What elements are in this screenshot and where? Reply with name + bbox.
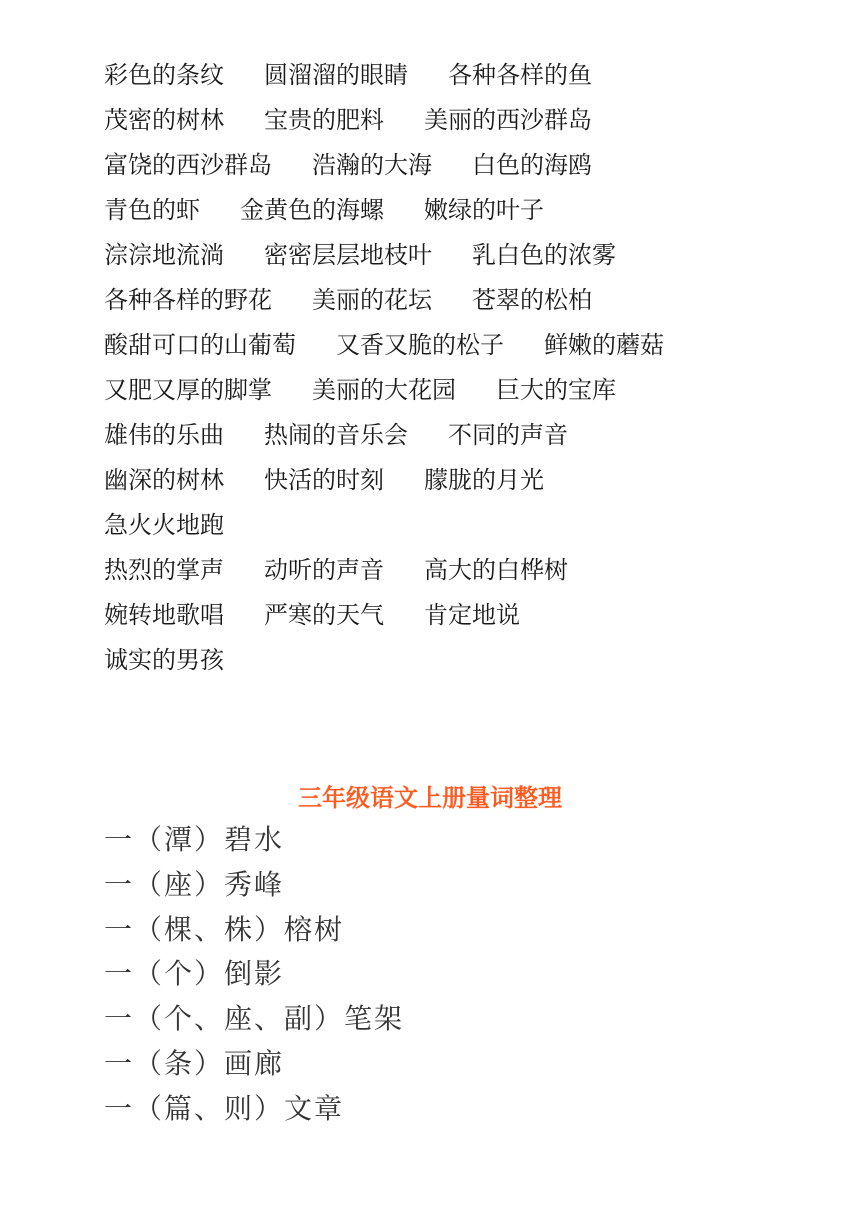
phrase-item: 诚实的男孩 [104, 646, 224, 674]
phrase-item: 严寒的天气 [264, 601, 384, 629]
phrase-row [104, 593, 804, 638]
phrase-item: 巨大的宝库 [496, 376, 616, 404]
phrase-item: 婉转地歌唱 [104, 601, 224, 629]
phrase-row [104, 233, 804, 278]
phrase-item: 急火火地跑 [104, 511, 224, 539]
phrase-row [104, 53, 804, 98]
phrase-row [104, 143, 804, 188]
phrase-item: 圆溜溜的眼睛 [264, 61, 408, 89]
phrase-row [104, 638, 804, 683]
phrase-item: 茂密的树林 [104, 106, 224, 134]
phrase-row [104, 548, 804, 593]
phrase-row [104, 368, 804, 413]
measure-word-list [104, 818, 804, 1132]
phrase-item: 嫩绿的叶子 [424, 196, 544, 224]
phrase-item: 各种各样的野花 [104, 286, 272, 314]
phrase-item: 鲜嫩的蘑菇 [544, 331, 664, 359]
phrase-item: 肯定地说 [424, 601, 520, 629]
phrase-item: 金黄色的海螺 [240, 196, 384, 224]
phrase-item: 乳白色的浓雾 [472, 241, 616, 269]
phrase-item: 美丽的西沙群岛 [424, 106, 592, 134]
phrase-item: 雄伟的乐曲 [104, 421, 224, 449]
measure-word-item: 一（条）画廊 [104, 1046, 285, 1080]
measure-word-item: 一（潭）碧水 [104, 823, 285, 856]
phrase-list [104, 53, 804, 683]
phrase-item: 青色的虾 [104, 196, 200, 224]
phrase-row [104, 458, 804, 503]
phrase-item: 又香又脆的松子 [336, 331, 504, 359]
phrase-item: 富饶的西沙群岛 [104, 151, 272, 179]
phrase-item: 高大的白桦树 [424, 556, 568, 584]
phrase-item: 彩色的条纹 [104, 61, 224, 89]
phrase-item: 朦胧的月光 [424, 466, 544, 494]
phrase-item: 不同的声音 [448, 421, 568, 449]
measure-word-item: 一（篇、则）文章 [104, 1091, 345, 1125]
phrase-row [104, 278, 804, 323]
phrase-row [104, 503, 804, 548]
phrase-row [104, 413, 804, 458]
phrase-row [104, 98, 804, 143]
measure-word-item: 一（座）秀峰 [104, 867, 285, 901]
phrase-row [104, 323, 804, 368]
measure-word-item: 一（个）倒影 [104, 957, 285, 991]
section-title: 三年级语文上册量词整理 [298, 784, 562, 812]
phrase-item: 苍翠的松柏 [472, 286, 592, 314]
phrase-item: 快活的时刻 [264, 466, 384, 494]
phrase-item: 热闹的音乐会 [264, 421, 408, 449]
phrase-item: 浩瀚的大海 [312, 151, 432, 179]
measure-word-item: 一（个、座、副）笔架 [104, 1002, 405, 1036]
measure-word-item: 一（棵、株）榕树 [104, 912, 345, 946]
phrase-item: 淙淙地流淌 [104, 241, 224, 269]
phrase-item: 美丽的大花园 [312, 376, 456, 404]
phrase-item: 热烈的掌声 [104, 556, 224, 584]
phrase-item: 各种各样的鱼 [448, 61, 592, 89]
phrase-item: 又肥又厚的脚掌 [104, 376, 272, 404]
phrase-item: 幽深的树林 [104, 466, 224, 494]
phrase-item: 白色的海鸥 [472, 151, 592, 179]
phrase-item: 动听的声音 [264, 556, 384, 584]
phrase-item: 酸甜可口的山葡萄 [104, 331, 296, 359]
phrase-row [104, 188, 804, 233]
phrase-item: 美丽的花坛 [312, 286, 432, 314]
phrase-item: 密密层层地枝叶 [264, 241, 432, 269]
phrase-item: 宝贵的肥料 [264, 106, 384, 134]
